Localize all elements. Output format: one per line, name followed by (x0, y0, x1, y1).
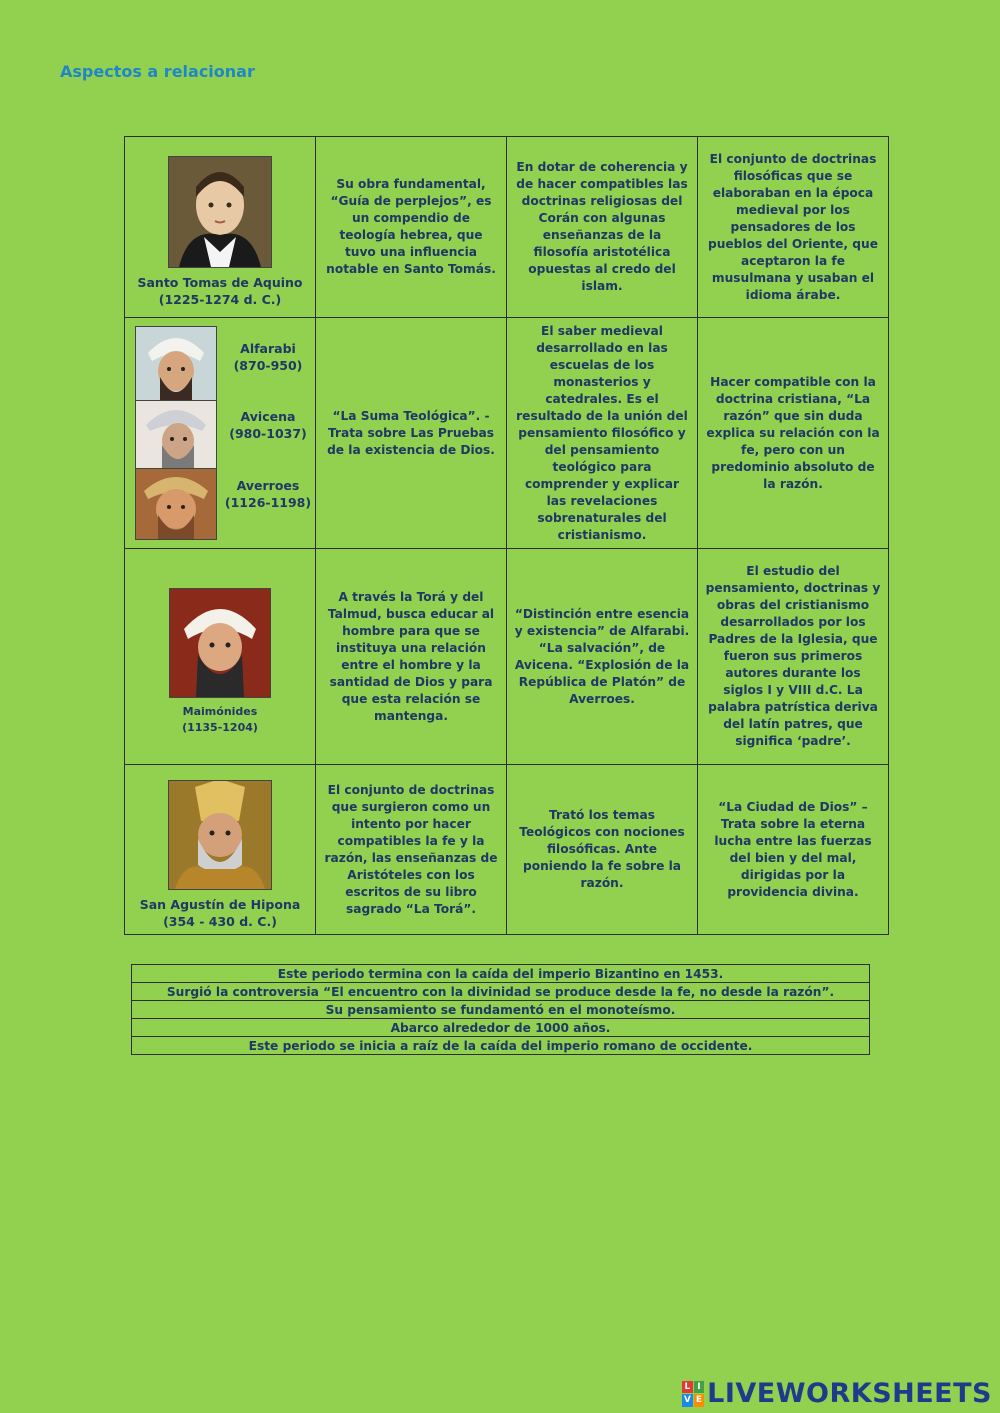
person-name: San Agustín de Hipona (139, 896, 301, 912)
person-name: Averroes (236, 478, 300, 493)
answer-cell: A través la Torá y del Talmud, busca educar al hombre para que se instituya una relación entre el hombre y la santidad de Dios y para que esta relación se mantenga. (316, 549, 507, 765)
table-row (125, 549, 889, 765)
person-years: (1225-1274 d. C.) (158, 292, 282, 307)
person-years: (980-1037) (229, 426, 307, 441)
brand-mark-icon: L I V E (682, 1381, 704, 1407)
answer-cell: Su obra fundamental, “Guía de perplejos”, es un compendio de teología hebrea, que tuvo una influencia notable en Santo Tomás. (316, 137, 507, 318)
answer-cell: El saber medieval desarrollado en las escuelas de los monasterios y catedrales. Es el resultado de la unión del pensamiento filosófico y del pensamiento teológico para comprender y explicar las revelaciones sobrenaturales del cristianismo. (507, 318, 698, 549)
person-years: (1135-1204) (182, 720, 258, 734)
person-cell (125, 765, 316, 935)
answer-cell: “Distinción entre esencia y existencia” de Alfarabi. “La salvación”, de Avicena. “Explosión de la República de Platón” de Averroes. (507, 549, 698, 765)
statement-row: Este periodo termina con la caída del imperio Bizantino en 1453. (132, 965, 870, 983)
answer-cell: El conjunto de doctrinas que surgieron como un intento por hacer compatibles la fe y la razón, las enseñanzas de Aristóteles con los escritos de su libro sagrado “La Torá”. (316, 765, 507, 935)
person-cell (125, 549, 316, 765)
person-name: Alfarabi (240, 341, 296, 356)
statement-row: Surgió la controversia “El encuentro con la divinidad se produce desde la fe, no desde la razón”. (132, 983, 870, 1001)
answer-cell: El conjunto de doctrinas filosóficas que se elaboraban en la época medieval por los pensadores de los pueblos del Oriente, que aceptaron la fe musulmana y usaban el idioma árabe. (698, 137, 889, 318)
answer-cell: En dotar de coherencia y de hacer compatibles las doctrinas religiosas del Corán con algunas enseñanzas de la filosofía aristotélica opuestas al credo del islam. (507, 137, 698, 318)
brand-text: LIVEWORKSHEETS (707, 1378, 992, 1409)
statements-table (131, 964, 870, 1055)
statement-row: Abarco alrededor de 1000 años. (132, 1019, 870, 1037)
table-row (125, 765, 889, 935)
person-years: (870-950) (233, 358, 303, 373)
statement-row: Este periodo se inicia a raíz de la caída del imperio romano de occidente. (132, 1037, 870, 1055)
person-name: Santo Tomas de Aquino (137, 275, 303, 290)
answer-cell: Hacer compatible con la doctrina cristiana, “La razón” que sin duda explica su relación con la fe, pero con un predominio absoluto de la razón. (698, 318, 889, 549)
person-cell (125, 137, 316, 318)
answer-cell: “La Ciudad de Dios” – Trata sobre la eterna lucha entre las fuerzas del bien y del mal, dirigidas por la providencia divina. (698, 765, 889, 935)
portrait-avicena (135, 400, 217, 470)
answer-cell: Trató los temas Teológicos con nociones filosóficas. Ante poniendo la fe sobre la razón. (507, 765, 698, 935)
portrait-averroes (135, 468, 217, 540)
liveworksheets-logo (682, 1378, 992, 1409)
person-cell (125, 318, 316, 549)
portrait-alfarabi (135, 326, 217, 402)
portrait-san-agustin (168, 780, 272, 890)
portrait-maimonides (169, 588, 271, 698)
answer-cell: El estudio del pensamiento, doctrinas y obras del cristianismo desarrollados por los Padres de la Iglesia, que fueron sus primeros autores durante los siglos I y VIII d.C. La palabra patrística deriva del latín patres, que significa ‘padre’. (698, 549, 889, 765)
page-heading: Aspectos a relacionar (60, 62, 255, 81)
statement-row: Su pensamiento se fundamentó en el monoteísmo. (132, 1001, 870, 1019)
table-row (125, 137, 889, 318)
person-years: (354 - 430 d. C.) (163, 913, 277, 929)
portrait-santo-tomas (168, 156, 272, 268)
answer-cell: “La Suma Teológica”. - Trata sobre Las Pruebas de la existencia de Dios. (316, 318, 507, 549)
table-row (125, 318, 889, 549)
person-name: Avicena (240, 409, 296, 424)
matching-table (124, 136, 889, 935)
person-years: (1126-1198) (224, 495, 312, 510)
person-name: Maimónides (182, 704, 258, 718)
